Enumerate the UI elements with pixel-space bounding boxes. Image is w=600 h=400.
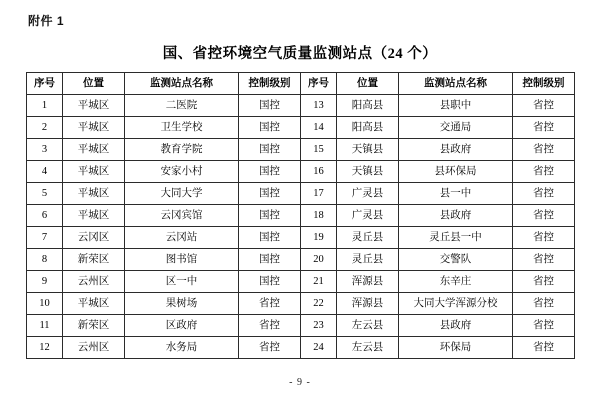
table-row — [27, 183, 575, 205]
cell-seq-left: 9 — [27, 271, 63, 293]
cell-location-left: 平城区 — [63, 161, 125, 183]
cell-seq-right: 15 — [301, 139, 337, 161]
cell-location-right: 浑源县 — [337, 293, 399, 315]
table-row — [27, 337, 575, 359]
cell-location-right: 广灵县 — [337, 183, 399, 205]
cell-location-left: 云州区 — [63, 271, 125, 293]
cell-seq-right: 17 — [301, 183, 337, 205]
table-row — [27, 271, 575, 293]
cell-location-right: 浑源县 — [337, 271, 399, 293]
table-row — [27, 117, 575, 139]
cell-seq-left: 1 — [27, 95, 63, 117]
cell-seq-left: 8 — [27, 249, 63, 271]
cell-control-level-right: 省控 — [513, 117, 575, 139]
cell-control-level-left: 国控 — [239, 271, 301, 293]
cell-location-left: 云州区 — [63, 337, 125, 359]
cell-location-left: 平城区 — [63, 117, 125, 139]
cell-seq-left: 2 — [27, 117, 63, 139]
cell-seq-right: 21 — [301, 271, 337, 293]
column-header-location-right: 位置 — [337, 73, 399, 95]
column-header-seq-left: 序号 — [27, 73, 63, 95]
cell-seq-right: 16 — [301, 161, 337, 183]
cell-station-name-right: 东辛庄 — [399, 271, 513, 293]
cell-location-right: 阳高县 — [337, 95, 399, 117]
cell-location-left: 平城区 — [63, 183, 125, 205]
cell-control-level-left: 国控 — [239, 117, 301, 139]
cell-seq-right: 18 — [301, 205, 337, 227]
cell-seq-right: 24 — [301, 337, 337, 359]
cell-control-level-left: 国控 — [239, 95, 301, 117]
table-row — [27, 139, 575, 161]
table-row — [27, 205, 575, 227]
cell-location-right: 阳高县 — [337, 117, 399, 139]
cell-station-name-left: 云冈站 — [125, 227, 239, 249]
cell-seq-left: 11 — [27, 315, 63, 337]
cell-control-level-right: 省控 — [513, 161, 575, 183]
cell-location-right: 灵丘县 — [337, 227, 399, 249]
cell-seq-right: 20 — [301, 249, 337, 271]
cell-control-level-left: 省控 — [239, 293, 301, 315]
cell-location-right: 天镇县 — [337, 139, 399, 161]
table-row — [27, 227, 575, 249]
cell-station-name-left: 卫生学校 — [125, 117, 239, 139]
cell-station-name-left: 云冈宾馆 — [125, 205, 239, 227]
cell-seq-left: 7 — [27, 227, 63, 249]
cell-seq-right: 22 — [301, 293, 337, 315]
cell-control-level-right: 省控 — [513, 139, 575, 161]
cell-control-level-right: 省控 — [513, 337, 575, 359]
cell-location-right: 左云县 — [337, 315, 399, 337]
cell-control-level-left: 国控 — [239, 161, 301, 183]
cell-station-name-left: 果树场 — [125, 293, 239, 315]
cell-seq-right: 19 — [301, 227, 337, 249]
cell-location-left: 平城区 — [63, 293, 125, 315]
attachment-label: 附件 1 — [28, 14, 65, 28]
cell-control-level-left: 省控 — [239, 315, 301, 337]
cell-station-name-right: 县政府 — [399, 205, 513, 227]
cell-seq-left: 5 — [27, 183, 63, 205]
cell-control-level-left: 国控 — [239, 249, 301, 271]
page-number: - 9 - — [289, 377, 311, 388]
cell-station-name-right: 交警队 — [399, 249, 513, 271]
cell-station-name-left: 二医院 — [125, 95, 239, 117]
cell-location-right: 灵丘县 — [337, 249, 399, 271]
cell-station-name-right: 县政府 — [399, 139, 513, 161]
table-row — [27, 161, 575, 183]
table-header-row — [27, 73, 575, 95]
cell-seq-right: 14 — [301, 117, 337, 139]
page-title: 国、省控环境空气质量监测站点（24 个） — [162, 46, 438, 62]
cell-station-name-left: 水务局 — [125, 337, 239, 359]
cell-station-name-right: 县政府 — [399, 315, 513, 337]
cell-location-left: 平城区 — [63, 139, 125, 161]
table-row — [27, 315, 575, 337]
table-row — [27, 293, 575, 315]
cell-seq-right: 13 — [301, 95, 337, 117]
cell-station-name-right: 县环保局 — [399, 161, 513, 183]
cell-location-left: 新荣区 — [63, 315, 125, 337]
monitoring-station-table — [26, 72, 575, 359]
column-header-control-level-left: 控制级别 — [239, 73, 301, 95]
cell-seq-left: 4 — [27, 161, 63, 183]
cell-station-name-right: 交通局 — [399, 117, 513, 139]
column-header-control-level-right: 控制级别 — [513, 73, 575, 95]
cell-control-level-left: 省控 — [239, 337, 301, 359]
cell-location-right: 左云县 — [337, 337, 399, 359]
cell-control-level-right: 省控 — [513, 205, 575, 227]
cell-station-name-right: 灵丘县一中 — [399, 227, 513, 249]
cell-location-right: 广灵县 — [337, 205, 399, 227]
cell-station-name-left: 大同大学 — [125, 183, 239, 205]
cell-control-level-left: 国控 — [239, 205, 301, 227]
cell-seq-left: 3 — [27, 139, 63, 161]
column-header-station-name-right: 监测站点名称 — [399, 73, 513, 95]
cell-control-level-right: 省控 — [513, 271, 575, 293]
cell-station-name-left: 区一中 — [125, 271, 239, 293]
cell-control-level-right: 省控 — [513, 293, 575, 315]
column-header-station-name-left: 监测站点名称 — [125, 73, 239, 95]
cell-control-level-right: 省控 — [513, 183, 575, 205]
cell-station-name-left: 图书馆 — [125, 249, 239, 271]
cell-seq-left: 6 — [27, 205, 63, 227]
cell-location-left: 平城区 — [63, 95, 125, 117]
cell-location-right: 天镇县 — [337, 161, 399, 183]
cell-station-name-right: 环保局 — [399, 337, 513, 359]
column-header-seq-right: 序号 — [301, 73, 337, 95]
table-row — [27, 249, 575, 271]
cell-seq-right: 23 — [301, 315, 337, 337]
cell-control-level-right: 省控 — [513, 95, 575, 117]
cell-control-level-right: 省控 — [513, 249, 575, 271]
cell-control-level-left: 国控 — [239, 227, 301, 249]
cell-control-level-right: 省控 — [513, 315, 575, 337]
cell-station-name-right: 县一中 — [399, 183, 513, 205]
cell-station-name-right: 县职中 — [399, 95, 513, 117]
cell-station-name-left: 教育学院 — [125, 139, 239, 161]
column-header-location-left: 位置 — [63, 73, 125, 95]
cell-seq-left: 12 — [27, 337, 63, 359]
cell-control-level-left: 国控 — [239, 183, 301, 205]
cell-location-left: 新荣区 — [63, 249, 125, 271]
cell-control-level-right: 省控 — [513, 227, 575, 249]
cell-location-left: 平城区 — [63, 205, 125, 227]
cell-location-left: 云冈区 — [63, 227, 125, 249]
cell-station-name-left: 安家小村 — [125, 161, 239, 183]
cell-station-name-left: 区政府 — [125, 315, 239, 337]
cell-seq-left: 10 — [27, 293, 63, 315]
cell-control-level-left: 国控 — [239, 139, 301, 161]
table-row — [27, 95, 575, 117]
cell-station-name-right: 大同大学浑源分校 — [399, 293, 513, 315]
